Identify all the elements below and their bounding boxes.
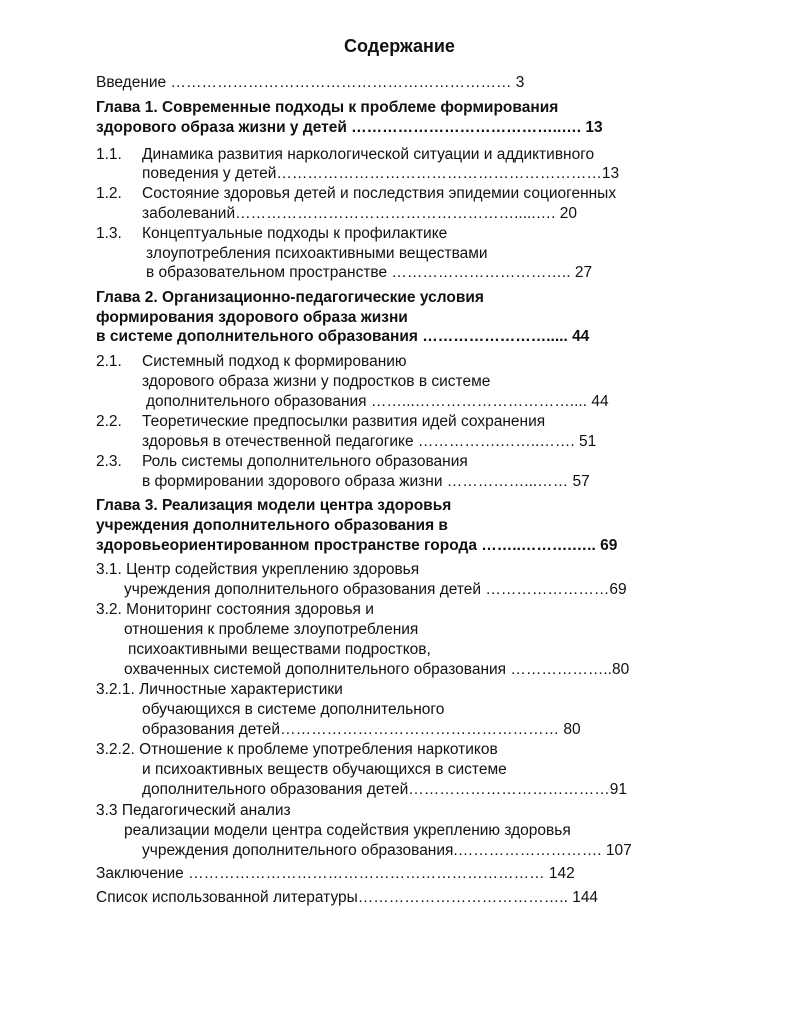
toc-chapter-1-line-2: здорового образа жизни у детей …………………………………..…. 13 xyxy=(96,119,603,136)
toc-section-number: 1.3. xyxy=(96,225,122,242)
toc-section-3-3-line-2: реализации модели центра содействия укреплению здоровья xyxy=(124,822,571,839)
toc-section-2-2-line-1: Теоретические предпосылки развития идей сохранения xyxy=(142,413,546,430)
toc-section-1-1-line-1: Динамика развития наркологической ситуации и аддиктивного xyxy=(142,146,595,163)
toc-section-1-3-line-3: в образовательном пространстве …………………………….. 27 xyxy=(146,264,593,281)
toc-entry-conclusion: Заключение …………………………………………………………… 142 xyxy=(96,865,575,882)
toc-section-2-2-line-2: здоровья в отечественной педагогике …………….……..……. 51 xyxy=(142,433,597,450)
toc-section-2-3-line-2: в формировании здорового образа жизни ……………...…… 57 xyxy=(142,473,590,490)
toc-chapter-3-line-3: здоровьеориентированном пространстве города ……..……….….. 69 xyxy=(96,537,618,554)
toc-section-3-2-1-line-3: образования детей……………………………………………… 80 xyxy=(142,721,581,738)
toc-chapter-2-line-3: в системе дополнительного образования ……………………..... 44 xyxy=(96,328,590,345)
toc-chapter-2-line-1: Глава 2. Организационно-педагогические условия xyxy=(96,289,484,306)
toc-section-3-2-line-2: отношения к проблеме злоупотребления xyxy=(124,621,419,638)
toc-section-3-2-2-line-1: 3.2.2. Отношение к проблеме употребления наркотиков xyxy=(96,741,498,758)
toc-section-2-1-line-1: Системный подход к формированию xyxy=(142,353,407,370)
toc-section-3-2-2-line-3: дополнительного образования детей…………………………………91 xyxy=(142,781,627,798)
toc-section-number: 2.2. xyxy=(96,413,122,430)
toc-chapter-3-line-1: Глава 3. Реализация модели центра здоровья xyxy=(96,497,452,514)
toc-section-1-1-line-2: поведения у детей………………………………………………………13 xyxy=(142,165,620,182)
toc-section-2-1-line-3: дополнительного образования ……...………………………….... 44 xyxy=(146,393,609,410)
toc-section-2-1-line-2: здорового образа жизни у подростков в системе xyxy=(142,373,491,390)
toc-entry-intro: Введение ………………………………………………………… 3 xyxy=(96,74,525,91)
toc-chapter-3-line-2: учреждения дополнительного образования в xyxy=(96,517,448,534)
toc-section-1-3-line-1: Концептуальные подходы к профилактике xyxy=(142,225,448,242)
toc-section-3-1-line-1: 3.1. Центр содействия укреплению здоровья xyxy=(96,561,420,578)
toc-section-1-2-line-2: заболеваний……………………………………………….....…. 20 xyxy=(142,205,577,222)
toc-section-3-2-2-line-2: и психоактивных веществ обучающихся в системе xyxy=(142,761,507,778)
toc-chapter-2-line-2: формирования здорового образа жизни xyxy=(96,309,408,326)
toc-section-3-2-line-3: психоактивными веществами подростков, xyxy=(128,641,431,658)
toc-section-number: 1.2. xyxy=(96,185,122,202)
toc-section-3-3-line-1: 3.3 Педагогический анализ xyxy=(96,802,291,819)
toc-section-3-2-1-line-2: обучающихся в системе дополнительного xyxy=(142,701,445,718)
toc-section-number: 1.1. xyxy=(96,146,122,163)
toc-section-3-1-line-2: учреждения дополнительного образования детей ……………………69 xyxy=(124,581,627,598)
toc-section-2-3-line-1: Роль системы дополнительного образования xyxy=(142,453,468,470)
toc-section-3-2-1-line-1: 3.2.1. Личностные характеристики xyxy=(96,681,343,698)
page-title: Содержание xyxy=(344,36,455,56)
toc-section-number: 2.3. xyxy=(96,453,122,470)
toc-section-1-3-line-2: злоупотребления психоактивными веществами xyxy=(146,245,488,262)
toc-section-3-2-line-4: охваченных системой дополнительного образования ………………..80 xyxy=(124,661,630,678)
toc-section-3-3-line-3: учреждения дополнительного образования.………………………. 107 xyxy=(142,842,632,859)
toc-chapter-1-line-1: Глава 1. Современные подходы к проблеме формирования xyxy=(96,99,559,116)
toc-entry-references: Список использованной литературы………………………………….. 144 xyxy=(96,889,599,906)
toc-section-3-2-line-1: 3.2. Мониторинг состояния здоровья и xyxy=(96,601,374,618)
toc-section-number: 2.1. xyxy=(96,353,122,370)
toc-section-1-2-line-1: Состояние здоровья детей и последствия эпидемии социогенных xyxy=(142,185,617,202)
